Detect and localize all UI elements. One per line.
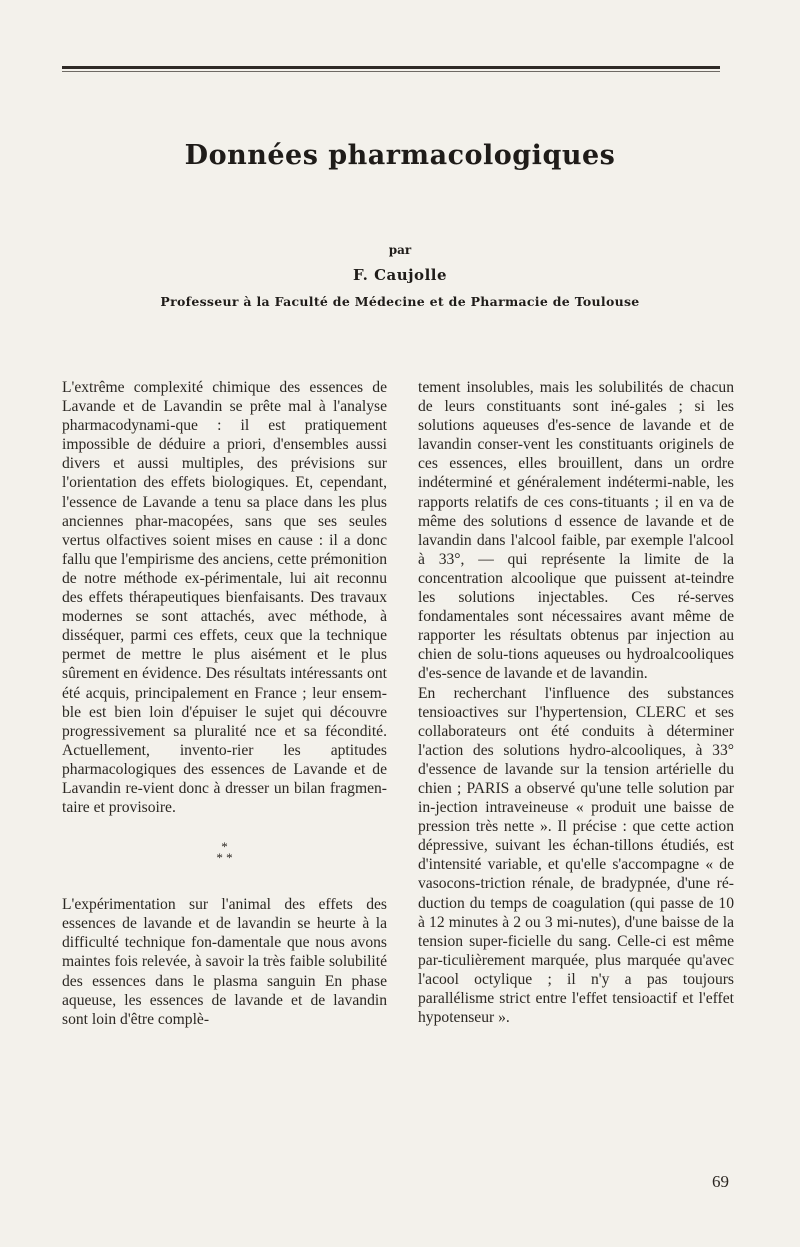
header-rule — [62, 66, 720, 69]
asterism-top: * — [221, 839, 228, 855]
right-column — [418, 378, 734, 1027]
right-paragraph-1: tement insolubles, mais les solubilités de chacun de leurs constituants sont iné-gales ; si les solutions aqueuses d'es-sence de lavande et de lavandin conser-vent les constituants originels de ces essences, elles brouillent, dans un ordre indéterminé et généralement indétermi-nable, les rapports relatifs de ces cons-tituants ; il en va de même des solutions d essence de lavande et de lavandin dans l'alcool faible, par exemple l'alcool à 33°, — qui représente la limite de la concentration alcoolique que puissent at-teindre les solutions injectables. Ces ré-serves fondamentales sont nécessaires avant même de rapporter les résultats obtenus par injection au chien de solu-tions aqueuses ou hydroalcooliques d'es-sence de lavande et de lavandin. — [418, 379, 734, 683]
article-title: Données pharmacologiques — [184, 140, 616, 171]
left-column — [62, 378, 387, 1029]
left-paragraph-1: L'extrême complexité chimique des essences de Lavande et de Lavandin se prête mal à l'analyse pharmacodynami-que : il est pratiquement impossible de déduire a priori, d'ensembles aussi divers et aussi multiples, des prévisions sur l'orientation des effets biologiques. Et, cependant, l'essence de Lavande a tenu sa place dans les plus anciennes phar-macopées, sans que ses seules vertus olfactives soient mises en cause : il a donc fallu que l'empirisme des anciens, cette prémonition de notre méthode ex-périmentale, lui ait reconnu des effets thérapeutiques bienfaisants. Des travaux modernes se sont attachés, avec méthode, à disséquer, parmi ces effets, ceux que la technique permet de mettre le plus aisément et le plus sûrement en évidence. Des résultats intéressants ont été acquis, principalement en France ; leur ensem-ble est bien loin d'épuiser le sujet qui découvre progressivement sa pluralité nce et sa fécondité. Actuellement, invento-rier les aptitudes pharmacologiques des essences de Lavande et de Lavandin re-vient donc à dresser un bilan fragmen-taire et provisoire. — [62, 379, 387, 817]
right-paragraph-2: En recherchant l'influence des substances tensioactives sur l'hypertension, CLERC et ses collaborateurs ont été conduits à déterminer l'action des solutions hydro-alcooliques, à 33° d'essence de lavande sur la tension artérielle du chien ; PARIS a observé qu'une telle solution par in-jection intraveineuse « produit une baisse de pression très nette ». Il précise : que cette action dépressive, suivant les échan-tillons étudiés, est d'intensité variable, et qu'elle s'accompagne « de vasocons-triction rénale, de bradypnée, d'une ré-duction du temps de coagulation (qui passe de 10 à 12 minutes à 2 ou 3 mi-nutes), d'une baisse de la tension super-ficielle du sang. Celle-ci est même par-ticulièrement marquée, plus marquée qu'avec l'acool octylique ; il n'y a pas toujours parallélisme strict entre l'effet tensioactif et l'effet hypotenseur ». — [418, 684, 734, 1027]
section-asterism — [62, 839, 387, 866]
author-affiliation: Professeur à la Faculté de Médecine et de Pharmacie de Toulouse — [160, 294, 640, 309]
page-number: 69 — [712, 1172, 729, 1191]
header-rule-thin — [62, 71, 720, 72]
author-name: F. Caujolle — [352, 266, 448, 284]
left-paragraph-2: L'expérimentation sur l'animal des effets des essences de lavande et de lavandin se heurte à la difficulté technique fon-damentale que nous avons maintes fois relevée, à savoir la très faible solubilité des essences dans le plasma sanguin En phase aqueuse, les essences de lavande et de lavandin sont loin d'être complè- — [62, 896, 387, 1028]
asterism-bottom: * * — [216, 850, 233, 866]
byline-par: par — [388, 243, 412, 257]
